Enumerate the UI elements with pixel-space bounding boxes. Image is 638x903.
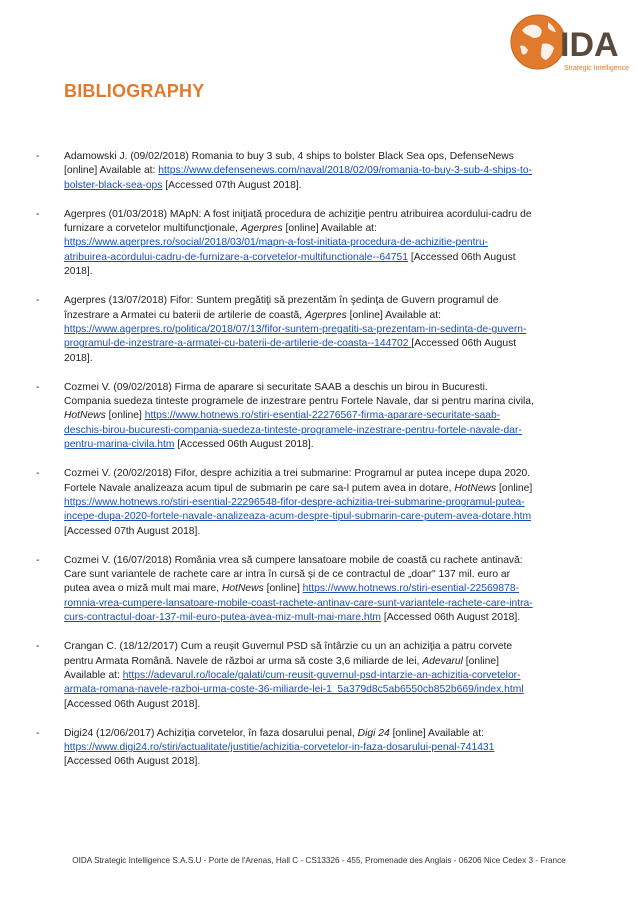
reference-text: [online] Available at: [282, 223, 377, 235]
reference-link[interactable]: bolster-black-sea-ops [64, 179, 163, 191]
list-bullet: - [36, 295, 40, 307]
reference-item [36, 381, 576, 452]
reference-item [36, 150, 576, 193]
source-name: HotNews [64, 410, 106, 422]
reference-line [64, 352, 576, 366]
reference-link[interactable]: deschis-birou-bucuresti-compania-suedeza-tinteste-programele-inzestrare-pentru-fortele-navale-dar- [64, 424, 522, 436]
reference-text: Adamowski J. (09/02/2018) Romania to buy 3 sub, 4 ships to bolster Black Sea ops, DefenseNews [64, 151, 514, 162]
reference-text: Crangan C. (18/12/2017) Cum a reuşit Guvernul PSD să întârzie cu un an achiziţia a patru corvete [64, 641, 513, 653]
list-bullet: - [36, 554, 40, 566]
reference-line [64, 309, 576, 323]
reference-text: [Accessed 07th August 2018]. [162, 179, 302, 191]
reference-line [64, 669, 576, 683]
reference-line [64, 582, 576, 596]
reference-link[interactable]: https://www.digi24.ro/stiri/actualitate/justitie/achizitia-corvetelor-in-faza-dosarului-penal-741431 [64, 742, 495, 754]
reference-text: Agerpres (01/03/2018) MApN: A fost iniţiată procedura de achiziţie pentru atribuirea acordului-cadru de [64, 208, 532, 220]
reference-link[interactable]: https://www.agerpres.ro/social/2018/03/01/mapn-a-fost-initiata-procedura-de-achizitie-pentru- [64, 237, 489, 249]
reference-link[interactable]: https://www.hotnews.ro/stiri-esential-22276567-firma-aparare-securitate-saab- [144, 410, 501, 422]
reference-link[interactable]: https://www.defensenews.com/naval/2018/02/09/romania-to-buy-3-sub-4-ships-to- [158, 165, 533, 177]
reference-link[interactable]: armata-romana-navele-razboi-urma-coste-36-miliarde-lei-1_5a379d8c5ab6550cb852b669/index.html [64, 684, 524, 696]
reference-line [64, 395, 576, 409]
reference-text: [Accessed 06th August 2018]. [64, 756, 201, 768]
reference-text: pentru Armata Română. Navele de război ar urma să coste 3,6 miliarde de lei, [64, 655, 423, 667]
logo-wordmark: IDA [560, 26, 619, 64]
reference-text: Compania suedeza tinteste programele de inzestrare pentru Fortele Navale, dar si pentru marina civila, [64, 396, 534, 408]
reference-text: [online] [105, 410, 145, 422]
page-title: BIBLIOGRAPHY [64, 81, 205, 101]
reference-line [64, 525, 576, 539]
reference-line [64, 337, 576, 351]
list-bullet: - [36, 151, 40, 162]
reference-text: Care sunt variantele de rachete care ar intra în cursă și de ce contractul de „doar" 137 mil. euro ar [64, 569, 511, 581]
reference-line [64, 265, 576, 279]
reference-link[interactable]: https://www.agerpres.ro/politica/2018/07/13/fifor-suntem-pregatiti-sa-prezentam-in-sedinta-de-guvern- [64, 323, 527, 335]
reference-link[interactable]: https://www.hotnews.ro/stiri-esential-22569878- [302, 583, 520, 595]
source-name: HotNews [454, 482, 497, 494]
reference-line [64, 251, 576, 265]
reference-line [64, 482, 576, 496]
globe-logo-icon [508, 4, 634, 80]
reference-line [64, 755, 576, 769]
oida-logo [508, 4, 634, 80]
reference-text: furnizare a corvetelor multifuncţionale, [64, 223, 241, 235]
reference-link[interactable]: atribuirea-acordului-cadru-de-furnizare-a-corvetelor-multifunctionale--64751 [64, 251, 408, 263]
reference-item [36, 727, 576, 770]
reference-text: [Accessed 06th August 2018]. [174, 439, 314, 451]
reference-text: Cozmei V. (09/02/2018) Firma de aparare si securitate SAAB a deschis un birou in Bucuresti. [64, 381, 488, 393]
reference-line [64, 727, 576, 741]
reference-text: [online] [462, 655, 499, 667]
reference-line [64, 655, 576, 669]
reference-link[interactable]: curs-contractul-doar-137-mil-euro-putea-avea-miz-mult-mai-mare.htm [64, 612, 382, 624]
reference-text: Fortele Navale analizeaza acum tipul de submarin pe care sa-l putem avea in dotare, [64, 482, 455, 494]
logo-tagline: Strategic Intelligence [564, 65, 629, 72]
reference-text: Available at: [64, 669, 123, 681]
reference-text: înzestrare a Armatei cu baterii de artilerie de coastă, [64, 309, 305, 321]
reference-text: Cozmei V. (20/02/2018) Fifor, despre achizitia a trei submarine: Programul ar putea incepe dupa 2020. [64, 468, 531, 480]
reference-line [64, 467, 576, 481]
reference-line [64, 568, 576, 582]
reference-text: [Accessed 07th August 2018]. [64, 525, 201, 537]
reference-line [64, 496, 576, 510]
reference-line [64, 381, 576, 395]
reference-line [64, 611, 576, 625]
reference-text: [Accessed 06th August 2018]. [64, 698, 201, 710]
page-footer: OIDA Strategic Intelligence S.A.S.U - Porte de l'Arenas, Hall C - CS13326 - 455, Promenade des Anglais - 06206 Nice Cedex 3 - France [72, 856, 566, 865]
reference-text: [online] Available at: [346, 309, 441, 321]
reference-link[interactable]: https://www.hotnews.ro/stiri-esential-22296548-fifor-despre-achizitia-trei-submarine-programul-putea- [64, 496, 525, 508]
reference-link[interactable]: pentru-marina-civila.htm [64, 439, 175, 451]
reference-line [64, 150, 576, 164]
reference-link[interactable]: programul-de-inzestrare-a-armatei-cu-baterii-de-artilerie-de-coasta--144702 [64, 338, 412, 350]
reference-item [36, 640, 576, 711]
reference-text: putea avea o miză mult mai mare, [64, 583, 222, 595]
reference-text: [online] [263, 583, 303, 595]
reference-item [36, 467, 576, 538]
reference-text: 2018]. [64, 266, 93, 278]
reference-item [36, 208, 576, 279]
reference-text: [online] Available at: [389, 727, 484, 739]
source-name: Agerpres [240, 223, 283, 235]
reference-item [36, 294, 576, 365]
reference-text: Digi24 (12/06/2017) Achiziția corvetelor, în faza dosarului penal, [64, 727, 358, 739]
reference-text: [online] Available at: [64, 165, 159, 177]
reference-line [64, 222, 576, 236]
reference-line [64, 424, 576, 438]
reference-line [64, 438, 576, 452]
reference-text: [Accessed 06th August [411, 338, 517, 350]
reference-line [64, 597, 576, 611]
reference-line [64, 510, 576, 524]
reference-line [64, 323, 576, 337]
source-name: Adevarul [422, 655, 463, 667]
reference-line [64, 164, 576, 178]
reference-line [64, 698, 576, 712]
reference-text: Cozmei V. (16/07/2018) România vrea să cumpere lansatoare mobile de coastă cu rachete antinavă: [64, 554, 523, 566]
reference-link[interactable]: incepe-dupa-2020-fortele-navale-analizeaza-acum-despre-tipul-submarin-care-putem-avea-dotare.htm [64, 511, 532, 523]
reference-link[interactable]: https://adevarul.ro/locale/galati/cum-reusit-guvernul-psd-intarzie-an-achizitia-corvetelor- [122, 669, 521, 681]
source-name: HotNews [221, 583, 264, 595]
source-name: Agerpres [304, 309, 347, 321]
reference-text: [Accessed 06th August [407, 251, 516, 263]
list-bullet: - [36, 641, 40, 653]
reference-text: 2018]. [64, 352, 93, 364]
reference-text: Agerpres (13/07/2018) Fifor: Suntem pregătiţi să prezentăm în şedinţa de Guvern programul de [64, 295, 499, 307]
list-bullet: - [36, 468, 40, 480]
reference-line [64, 179, 576, 193]
reference-link[interactable]: romnia-vrea-cumpere-lansatoare-mobile-coast-rachete-antinav-care-sunt-variantele-rachete-care-intra- [64, 597, 533, 609]
reference-line [64, 294, 576, 308]
source-name: Digi 24 [357, 727, 390, 739]
list-bullet: - [36, 208, 40, 220]
list-bullet: - [36, 381, 40, 393]
reference-text: [online] [496, 482, 533, 494]
reference-line [64, 236, 576, 250]
reference-line [64, 208, 576, 222]
list-bullet: - [36, 727, 40, 739]
reference-line [64, 741, 576, 755]
reference-item [36, 554, 576, 625]
reference-list [36, 150, 576, 785]
reference-line [64, 409, 576, 423]
reference-line [64, 554, 576, 568]
reference-line [64, 640, 576, 654]
reference-line [64, 683, 576, 697]
reference-text: [Accessed 06th August 2018]. [381, 612, 521, 624]
